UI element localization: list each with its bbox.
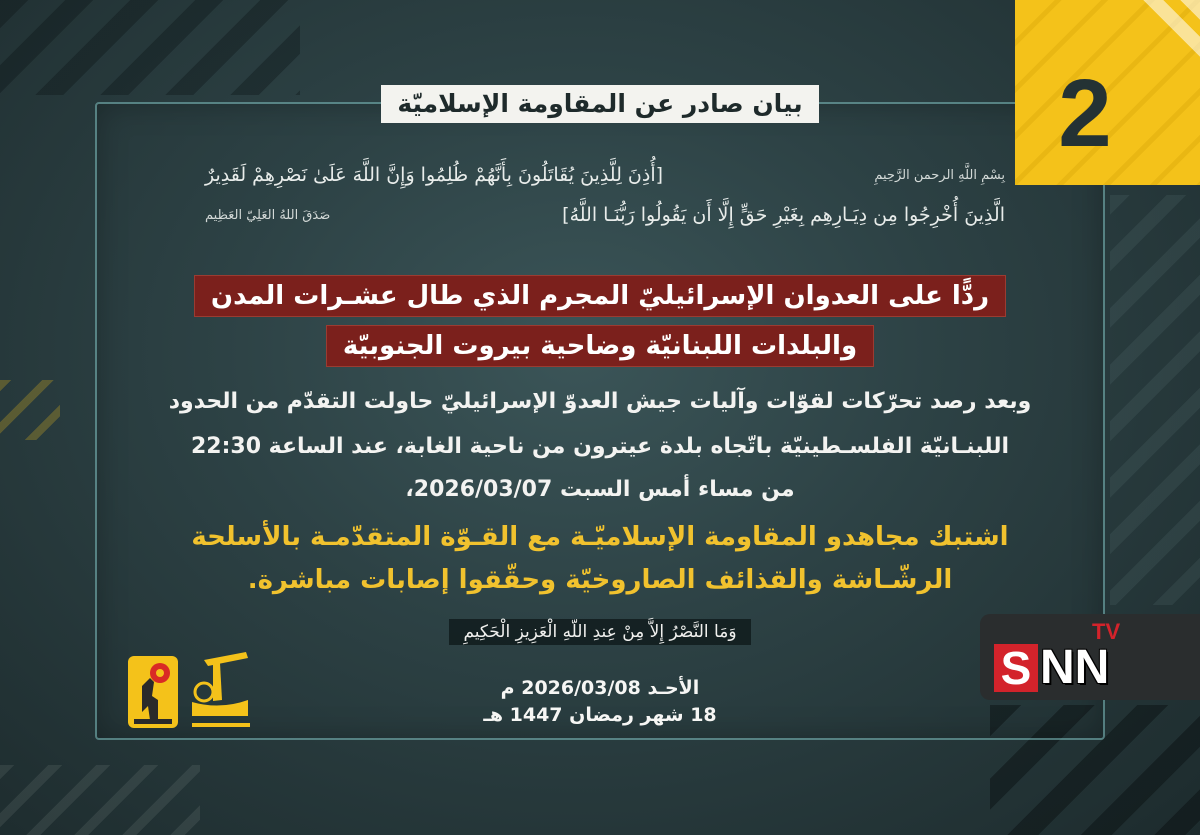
date-hijri: 18 شهر رمضان 1447 هـ: [483, 704, 717, 726]
decor-stripe-left: [0, 380, 60, 440]
basmala: بِسْمِ اللَّهِ الرحمن الرَّحِيمِ: [874, 167, 1005, 183]
snn-tv-logo: [980, 614, 1200, 700]
highlight-line-1: اشتبك مجاهدو المقاومة الإسلاميّـة مع القـوّة المتقدّمـة بالأسلحة: [191, 522, 1009, 552]
snn-nn-letters: NN: [1040, 641, 1110, 694]
badge-number: 2: [1058, 60, 1112, 167]
verse-line-2: الَّذِينَ أُخْرِجُوا مِن دِيَـارِهِم بِغَيْرِ حَقٍّ إِلَّا أَن يَقُولُوا رَبُّنَـا اللَّهُ]: [562, 204, 1005, 226]
flag-emblem-icon: [184, 650, 256, 737]
verse-sadaqa: صَدَقَ اللهُ العَلِيّ العَظِيم: [205, 207, 331, 223]
body-line-3: من مساء أمس السبت 2026/03/07،: [405, 477, 795, 502]
banner-row-2: [100, 325, 1100, 367]
body-line-2: اللبنـانيّة الفلسـطينيّة باتّجاه بلدة عيترون من ناحية الغابة، عند الساعة 22:30: [190, 434, 1009, 459]
verse-row-2: [205, 200, 1005, 230]
closing-verse-row: [100, 619, 1100, 645]
statement-title: بيان صادر عن المقاومة الإسلاميّة: [381, 85, 818, 123]
date-gregorian: الأحـد 2026/03/08 م: [500, 677, 700, 699]
highlight-line-2: الرشّـاشة والقذائف الصاروخيّة وحقّقوا إصابات مباشرة.: [247, 565, 953, 595]
resistance-emblem-icon: [128, 656, 178, 732]
banner-row-1: [100, 275, 1100, 317]
snn-s-letter: S: [994, 644, 1038, 692]
title-wrap: [0, 85, 1200, 123]
verse-line-1: [أُذِنَ لِلَّذِينَ يُقَاتَلُونَ بِأَنَّهُمْ ظُلِمُوا وَإِنَّ اللَّهَ عَلَىٰ نَصْرِهِمْ لَقَدِيرٌ: [205, 164, 664, 186]
snn-tv-label: TV: [1092, 619, 1121, 644]
headline-banner-1: ردًّا على العدوان الإسرائيليّ المجرم الذي طال عشـرات المدن: [194, 275, 1006, 317]
decor-stripes-bottom-left: [0, 765, 200, 835]
decor-stripes-right: [1110, 195, 1200, 605]
body-line-1: وبعد رصد تحرّكات لقوّات وآليات جيش العدوّ الإسرائيليّ حاولت التقدّم من الحدود: [168, 389, 1032, 414]
closing-verse: وَمَا النَّصْرُ إِلاَّ مِنْ عِندِ اللّهِ الْعَزِيزِ الْحَكِيمِ: [449, 619, 750, 645]
headline-banner-2: والبلدات اللبنانيّة وضاحية بيروت الجنوبيّة: [326, 325, 874, 367]
decor-stripes-top-left: [0, 0, 300, 95]
verse-row-1: [205, 160, 1005, 190]
